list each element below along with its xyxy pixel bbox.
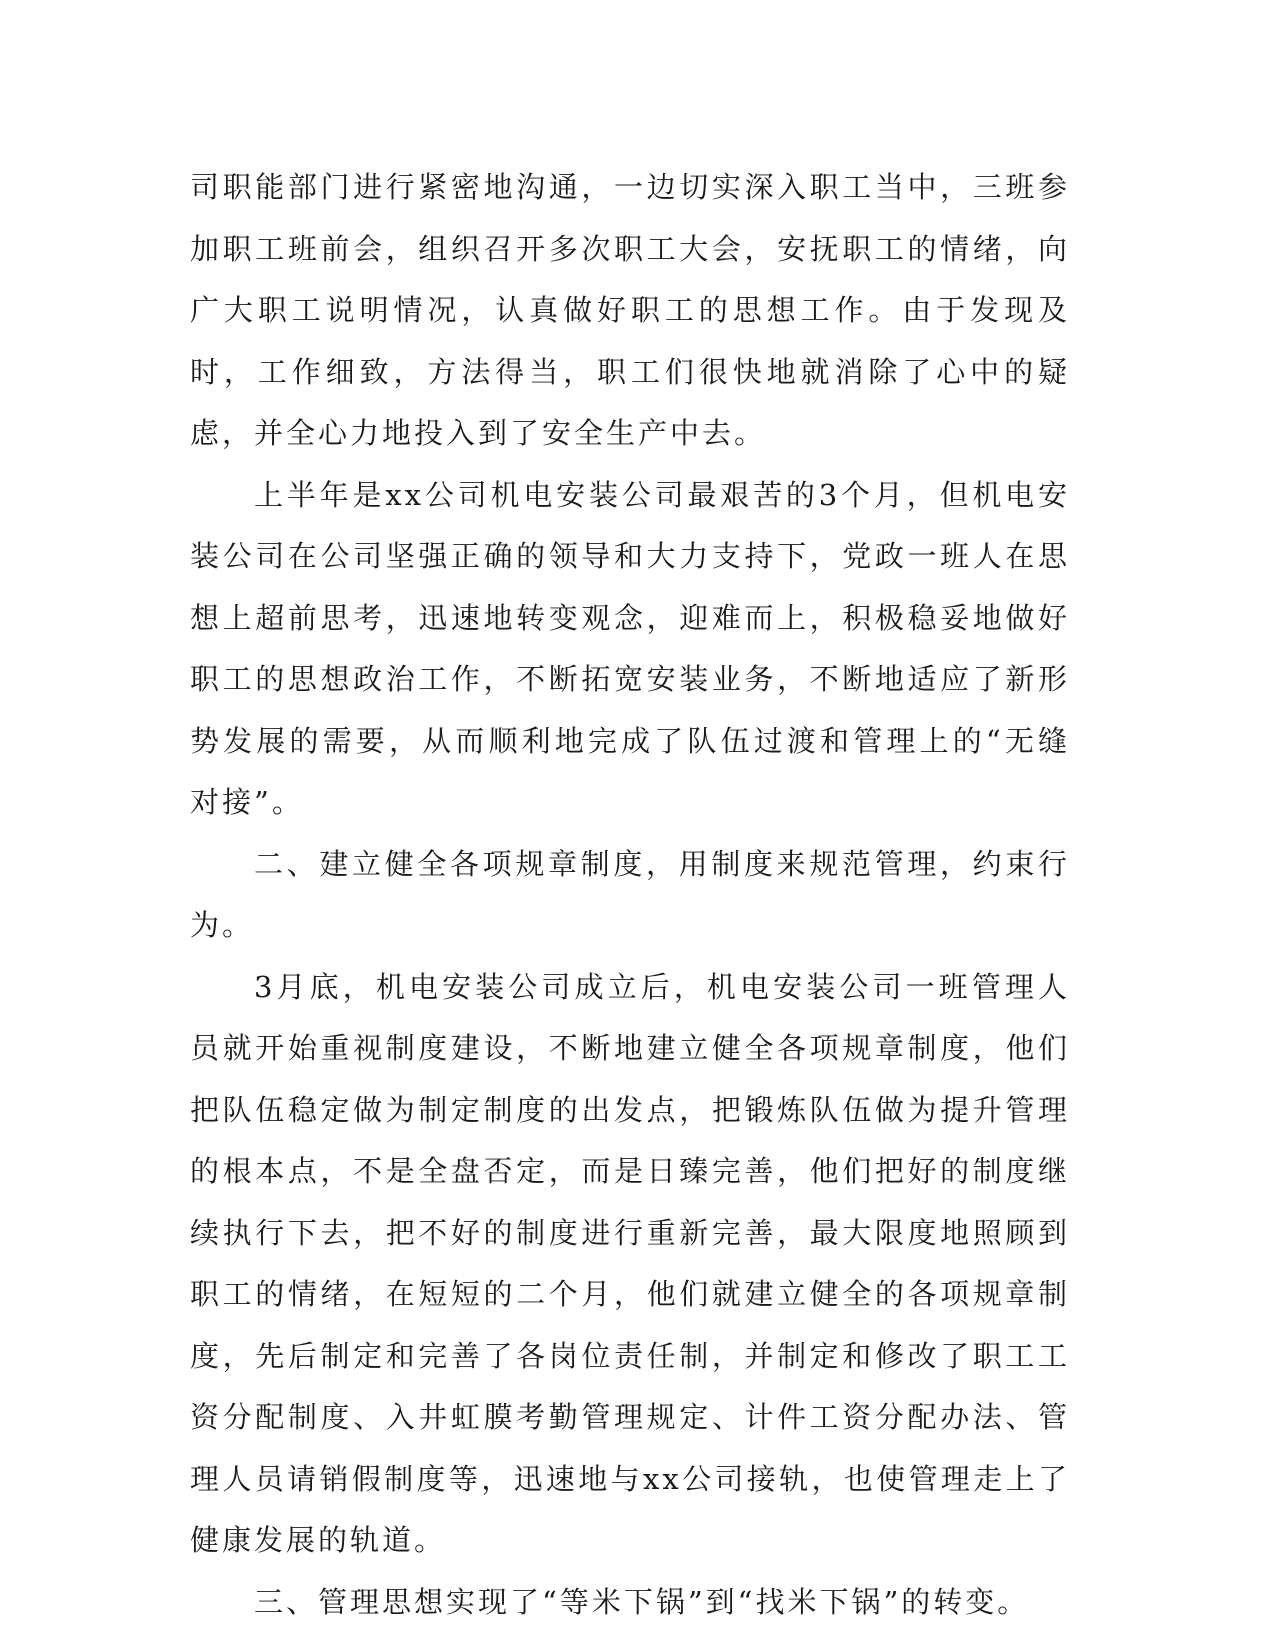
- section-heading-two: 二、建立健全各项规章制度，用制度来规范管理，约束行为。: [190, 846, 1070, 942]
- document-body: [190, 157, 1070, 1633]
- section-heading-three: 三、管理思想实现了“等米下锅”到“找米下锅”的转变。: [254, 1584, 1030, 1619]
- paragraph-regulations: 3月底，机电安装公司成立后，机电安装公司一班管理人员就开始重视制度建设，不断地建立健全各项规章制度，他们把队伍稳定做为制定制度的出发点，把锻炼队伍做为提升管理的根本点，不是全盘否定，而是日臻完善，他们把好的制度继续执行下去，把不好的制度进行重新完善，最大限度地照顾到职工的情绪，在短短的二个月，他们就建立健全的各项规章制度，先后制定和完善了各岗位责任制，并制定和修改了职工工资分配制度、入井虹膜考勤管理规定、计件工资分配办法、管理人员请销假制度等，迅速地与xx公司接轨，也使管理走上了健康发展的轨道。: [190, 969, 1070, 1557]
- paragraph-continuation: 司职能部门进行紧密地沟通，一边切实深入职工当中，三班参加职工班前会，组织召开多次职工大会，安抚职工的情绪，向广大职工说明情况，认真做好职工的思想工作。由于发现及时，工作细致，方法得当，职工们很快地就消除了心中的疑虑，并全心力地投入到了安全生产中去。: [190, 170, 1070, 450]
- paragraph-first-half-year: 上半年是xx公司机电安装公司最艰苦的3个月，但机电安装公司在公司坚强正确的领导和大力支持下，党政一班人在思想上超前思考，迅速地转变观念，迎难而上，积极稳妥地做好职工的思想政治工作，不断拓宽安装业务，不断地适应了新形势发展的需要，从而顺利地完成了队伍过渡和管理上的“无缝对接”。: [190, 477, 1070, 819]
